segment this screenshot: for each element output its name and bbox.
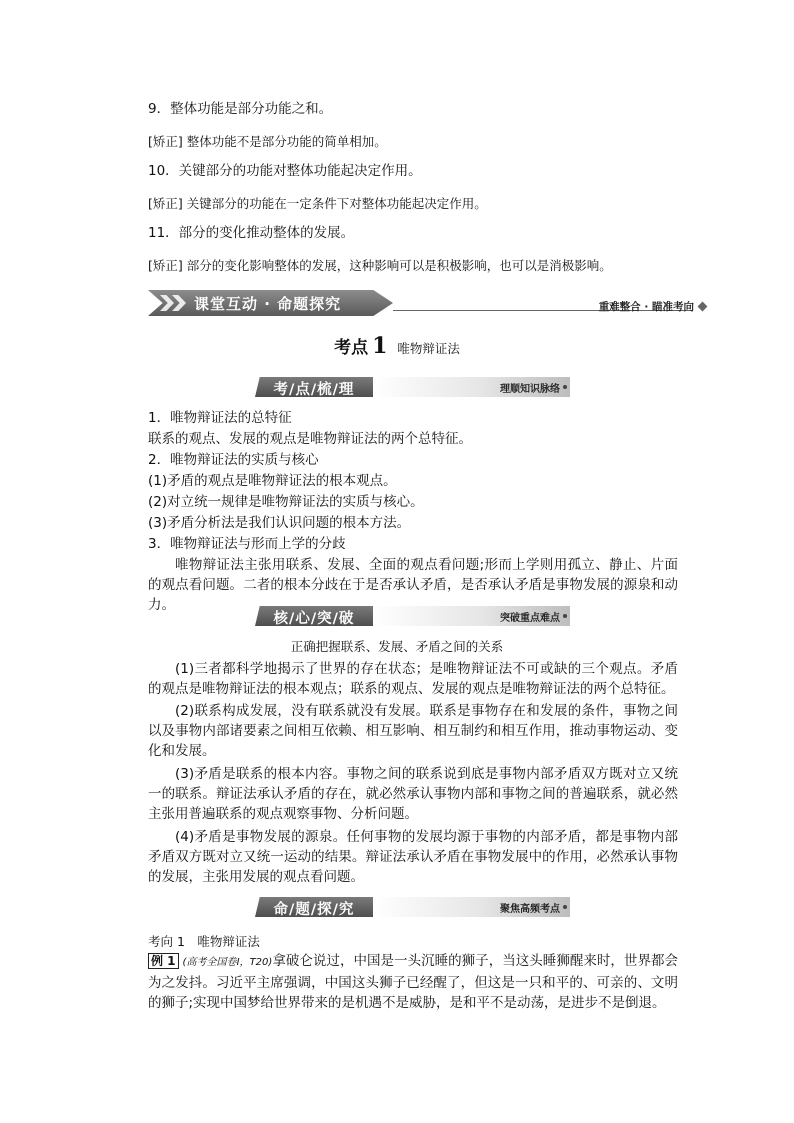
kaodian-label: 考点: [334, 338, 369, 358]
bar-tab-label: 核/心/突/破: [273, 611, 355, 627]
section-banner: [148, 290, 708, 316]
statement-10: 10．关键部分的功能对整体功能起决定作用。: [148, 163, 422, 179]
example-paragraph: [148, 951, 678, 1013]
statement-9: 9．整体功能是部分功能之和。: [148, 101, 333, 117]
bar-right-label: 理顺知识脉络: [500, 384, 560, 395]
subsection-bar-tupo: [255, 606, 570, 626]
bar-tab-label: 考/点/梳/理: [273, 382, 355, 398]
shuli-line: 2．唯物辩证法的实质与核心: [148, 452, 319, 468]
example-label: 例 1: [148, 953, 179, 969]
example-text: 拿破仑说过，中国是一头沉睡的狮子，当这头睡狮醒来时，世界都会为之发抖。习近平主席强调，中国这头狮子已经醒了，但这是一只和平的、可亲的、文明的狮子;实现中国梦给世界带来的是机遇不是威胁，是和平不是动荡，是进步不是倒退。: [148, 953, 679, 1011]
shuli-line: (3)矛盾分析法是我们认识问题的根本方法。: [148, 515, 411, 531]
shuli-line: (1)矛盾的观点是唯物辩证法的根本观点。: [148, 473, 397, 489]
shuli-line: (2)对立统一规律是唯物辩证法的实质与核心。: [148, 494, 424, 510]
dot-icon: [563, 905, 567, 909]
shuli-paragraph: 唯物辩证法主张用联系、发展、全面的观点看问题;形而上学则用孤立、静止、片面的观点看问题。二者的根本分歧在于是否承认矛盾，是否承认矛盾是事物发展的源泉和动力。: [148, 557, 678, 613]
shuli-line: 1．唯物辩证法的总特征: [148, 410, 292, 426]
bar-tab-label: 命/题/探/究: [273, 902, 355, 918]
correction-11: [矫正] 部分的变化影响整体的发展，这种影响可以是积极影响，也可以是消极影响。: [148, 258, 612, 273]
bar-right-label: 突破重点难点: [500, 613, 560, 624]
example-source: (高考全国卷Ⅰ，T20): [182, 957, 273, 968]
diamond-icon: [698, 302, 708, 312]
tupo-heading: 正确把握联系、发展、矛盾之间的关系: [290, 639, 504, 654]
subsection-bar-tanjiu: [255, 897, 570, 917]
bar-right-label: 聚焦高频考点: [500, 904, 560, 915]
kaoxiang-label: 考向 1 唯物辩证法: [148, 934, 260, 949]
shuli-line: 联系的观点、发展的观点是唯物辩证法的两个总特征。: [148, 431, 472, 447]
dot-icon: [563, 614, 567, 618]
statement-11: 11．部分的变化推动整体的发展。: [148, 225, 355, 241]
banner-right-label: 重难整合 · 瞄准考向: [598, 301, 694, 313]
shuli-line: 3．唯物辩证法与形而上学的分歧: [148, 536, 346, 552]
tupo-paragraph-2: (2)联系构成发展，没有联系就没有发展。联系是事物存在和发展的条件，事物之间以及事物内部诸要素之间相互依赖、相互影响、相互制约和相互作用，推动事物运动、变化和发展。: [148, 703, 678, 759]
kaodian-title: [0, 333, 794, 359]
banner-title: 课堂互动 · 命题探究: [194, 295, 342, 313]
tupo-paragraph-1: (1)三者都科学地揭示了世界的存在状态；是唯物辩证法不可或缺的三个观点。矛盾的观点是唯物辩证法的根本观点；联系的观点、发展的观点是唯物辩证法的两个总特征。: [148, 661, 678, 697]
kaodian-number: 1: [372, 333, 388, 359]
subsection-bar-shuli: [255, 377, 570, 397]
correction-9: [矫正] 整体功能不是部分功能的简单相加。: [148, 134, 387, 149]
correction-10: [矫正] 关键部分的功能在一定条件下对整体功能起决定作用。: [148, 196, 487, 211]
kaodian-subtitle: 唯物辩证法: [397, 341, 460, 356]
dot-icon: [563, 385, 567, 389]
tupo-paragraph-3: (3)矛盾是联系的根本内容。事物之间的联系说到底是事物内部矛盾双方既对立又统一的联系。辩证法承认矛盾的存在，就必然承认事物内部和事物之间的普遍联系，就必然主张用普遍联系的观点观察事物、分析问题。: [148, 766, 678, 822]
tupo-paragraph-4: (4)矛盾是事物发展的源泉。任何事物的发展均源于事物的内部矛盾，都是事物内部矛盾双方既对立又统一运动的结果。辩证法承认矛盾在事物发展中的作用，必然承认事物的发展，主张用发展的观点看问题。: [148, 829, 678, 885]
